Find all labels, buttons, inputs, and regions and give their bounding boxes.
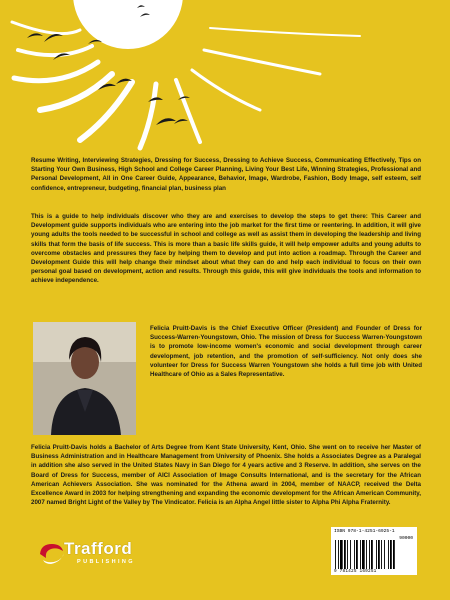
barcode-stripe xyxy=(371,540,373,569)
sun-icon xyxy=(73,0,183,49)
barcode-stripe xyxy=(378,540,380,569)
barcode-stripe xyxy=(393,540,395,569)
barcode-stripe xyxy=(366,540,367,569)
barcode-stripe xyxy=(376,540,377,569)
bird-icon xyxy=(174,119,188,124)
publisher-tagline: PUBLISHING xyxy=(77,559,135,565)
barcode-stripe xyxy=(350,540,351,569)
barcode-stripe xyxy=(384,540,385,569)
barcode-stripe xyxy=(362,540,365,569)
bio-intro-paragraph: Felicia Pruitt-Davis is the Chief Executive Officer (President) and Founder of Dress for Success-Warren-Youngstown, Ohio. The mission of Dress for Success Warren-Youngstown is to promote low-income women's economic and social development through career development, job retention, and the promotion of self-sufficiency. Not only does she volunteer for Dress for Success Warren Youngstown she holds a full time job with United Healthcare of Ohio as a Sales Representative. xyxy=(150,325,422,379)
barcode-stripe xyxy=(347,540,348,569)
trafford-swirl-icon xyxy=(37,538,67,568)
isbn-label: ISBN 978-1-4251-6925-1 xyxy=(334,529,395,534)
barcode-stripe xyxy=(388,540,389,569)
barcode-stripe xyxy=(338,540,339,569)
barcode-panel xyxy=(331,527,417,575)
barcode-stripe xyxy=(335,540,336,569)
barcode-stripe xyxy=(356,540,358,569)
barcode-stripe xyxy=(390,540,392,569)
author-photo xyxy=(33,322,136,435)
publisher-logo xyxy=(37,538,157,572)
bird-icon xyxy=(44,34,63,42)
barcode-stripe xyxy=(354,540,355,569)
barcode-number: 9 781425 169251 xyxy=(334,569,377,574)
sunburst-birds-illustration xyxy=(0,0,450,160)
barcode-bars xyxy=(335,540,413,569)
bio-education-paragraph: Felicia Pruitt-Davis holds a Bachelor of Arts Degree from Kent State University, Kent, Ohio. She went on to receive her Master of Business Administration and in Healthcare Management from University of Phoenix. She holds a Associates Degree as a Paralegal in addition she also served in the United States Navy in San Diego for 4 years active and 3 Reserve. In addition, she serves on the Board of Dress for Success, member of AICI Association of Image Consults International, and is the secretary for the African American Achievers Association. She was nominated for the Athena award in 2004, member of NAACP, received the Delta Excellence Award in 2003 for helping strengthening and expanding the economic development for the African American Community, 2007 named Bright Light of the Valley by The Vindicator. Felicia is an Alpha Angel little sister to Alpha Phi Alpha Fraternity. xyxy=(31,444,421,507)
barcode-stripe xyxy=(369,540,370,569)
sun-rays xyxy=(12,22,360,148)
barcode-stripe xyxy=(340,540,343,569)
barcode-stripe xyxy=(360,540,361,569)
barcode-stripe xyxy=(381,540,382,569)
bird-icon xyxy=(27,33,43,38)
bird-icon xyxy=(156,118,176,125)
price-code: 90000 xyxy=(399,536,413,541)
barcode-stripe xyxy=(344,540,346,569)
topics-paragraph: Resume Writing, Interviewing Strategies, Dressing for Success, Dressing to Achieve Success, Communicating Effectively, Tips on Starting Your Own Business, High School and College Career Planning, Living Your Best Life, Winning Strategies, Professional and Personal Development, All in One Career Guide, Appearance, Behavior, Image, Wardrobe, Fashion, Body Image, self esteem, self confidence, entrepreneur, budgeting, financial plan, business plan xyxy=(31,157,421,192)
publisher-name: Trafford xyxy=(64,539,133,558)
summary-paragraph: This is a guide to help individuals discover who they are and exercises to develop the steps to get there: This Career and Development guide supports individuals who are entering into the job market for the first time or reentering. In addition, it will give young adults the tools needed to be successful in school and college as well as assist them in developing the leadership and living skills that form the basis of life success. This is more than a basic life skills guide, it will help empower adults and young adults to overcome obstacles and pressures they face by helping them to develop and put into action a roadmap. Through the Career and Development Guide this will help change their mindset about what they can do and help each individual to focus on their own personal goal based on development, action and results. Through this guide, this will give individuals the tools and information to achieve independence. xyxy=(31,213,421,285)
